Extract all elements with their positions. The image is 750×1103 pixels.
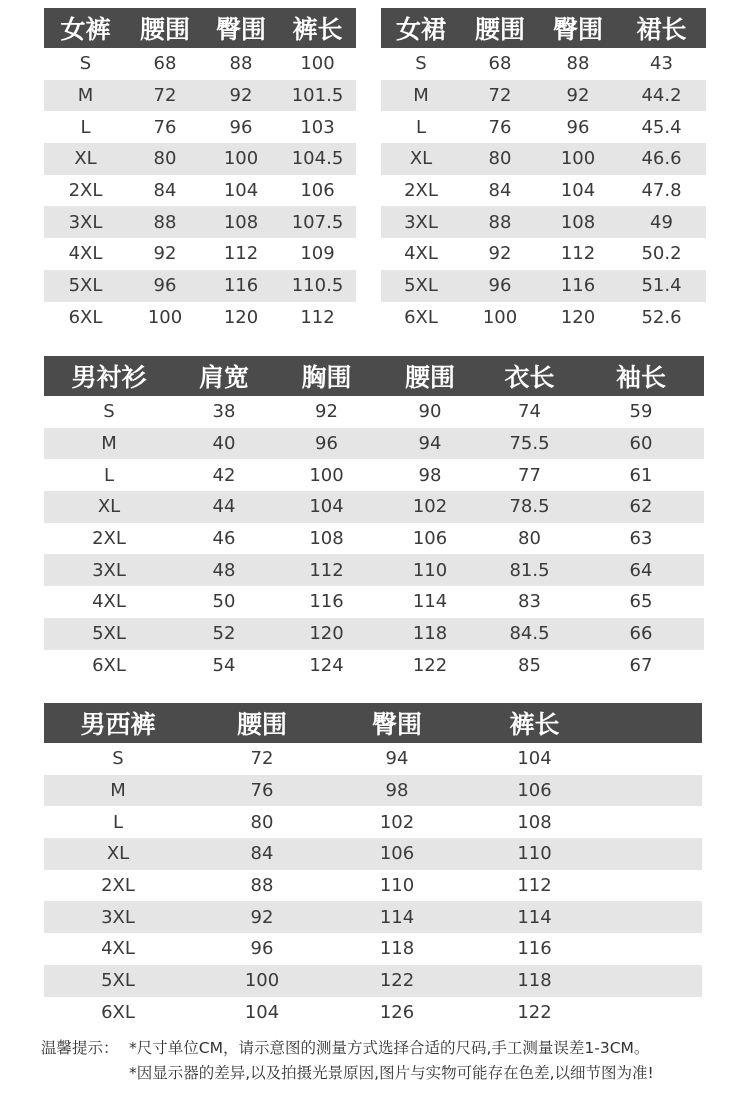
value-cell: 101.5 xyxy=(291,85,344,107)
table-row xyxy=(44,997,702,1029)
value-cell: 49 xyxy=(650,211,673,233)
value-cell: 100 xyxy=(300,53,335,75)
size-cell: S xyxy=(103,401,115,423)
header-cell: 臀围 xyxy=(215,15,266,44)
value-cell: 116 xyxy=(560,275,596,297)
note-label: 温馨提示： xyxy=(41,1039,119,1057)
header-cell: 臀围 xyxy=(371,710,422,739)
value-cell: 43 xyxy=(650,53,673,75)
value-cell: 103 xyxy=(300,116,335,138)
value-cell: 48 xyxy=(212,559,236,581)
value-cell: 88 xyxy=(488,211,512,233)
value-cell: 112 xyxy=(300,306,335,328)
size-cell: M xyxy=(110,780,126,802)
value-cell: 106 xyxy=(300,180,335,202)
table-row xyxy=(44,523,704,555)
value-cell: 51.4 xyxy=(641,275,682,297)
value-cell: 104.5 xyxy=(291,148,344,170)
table-row xyxy=(381,143,706,175)
value-cell: 40 xyxy=(212,433,236,455)
table-row xyxy=(44,743,702,775)
value-cell: 107.5 xyxy=(291,211,344,233)
value-cell: 104 xyxy=(517,748,552,770)
value-cell: 47.8 xyxy=(641,180,682,202)
table-row xyxy=(381,80,706,112)
note-line-1 xyxy=(41,1036,654,1061)
header-cell: 腰围 xyxy=(236,710,287,739)
value-cell: 120 xyxy=(309,623,344,645)
value-cell: 108 xyxy=(309,528,344,550)
value-cell: 112 xyxy=(223,243,259,265)
header-cell: 裤长 xyxy=(292,15,343,44)
value-cell: 38 xyxy=(212,401,236,423)
value-cell: 100 xyxy=(309,464,344,486)
size-cell: 3XL xyxy=(404,211,438,233)
value-cell: 109 xyxy=(300,243,335,265)
table-row xyxy=(44,111,356,143)
size-cell: 5XL xyxy=(404,275,438,297)
value-cell: 110.5 xyxy=(291,275,344,297)
value-cell: 72 xyxy=(250,748,274,770)
value-cell: 64 xyxy=(629,559,653,581)
value-cell: 118 xyxy=(517,970,552,992)
table-row xyxy=(44,933,702,965)
size-cell: 4XL xyxy=(92,591,126,613)
value-cell: 124 xyxy=(309,654,344,676)
value-cell: 80 xyxy=(518,528,541,550)
value-cell: 110 xyxy=(412,559,448,581)
size-cell: XL xyxy=(409,148,433,170)
size-cell: L xyxy=(80,116,91,138)
value-cell: 63 xyxy=(629,528,653,550)
value-cell: 78.5 xyxy=(509,496,550,518)
value-cell: 88 xyxy=(566,53,590,75)
value-cell: 116 xyxy=(309,591,344,613)
size-cell: 6XL xyxy=(68,306,103,328)
value-cell: 76 xyxy=(250,780,274,802)
table-row xyxy=(381,206,706,238)
size-cell: M xyxy=(413,85,429,107)
value-cell: 102 xyxy=(379,811,415,833)
header-cell: 衣长 xyxy=(504,363,555,392)
value-cell: 104 xyxy=(309,496,344,518)
table-header xyxy=(44,8,356,48)
value-cell: 106 xyxy=(379,843,415,865)
table-row xyxy=(44,80,356,112)
value-cell: 108 xyxy=(223,211,259,233)
value-cell: 96 xyxy=(250,938,274,960)
value-cell: 94 xyxy=(418,433,442,455)
table-row xyxy=(381,270,706,302)
value-cell: 114 xyxy=(412,591,448,613)
mens-shirt-size-table xyxy=(44,356,704,681)
table-row xyxy=(44,870,702,902)
size-cell: XL xyxy=(106,843,130,865)
value-cell: 126 xyxy=(379,1001,415,1023)
value-cell: 92 xyxy=(229,85,253,107)
value-cell: 80 xyxy=(250,811,274,833)
value-cell: 83 xyxy=(518,591,541,613)
value-cell: 116 xyxy=(223,275,259,297)
header-cell: 女裙 xyxy=(395,15,446,44)
table-row xyxy=(44,270,356,302)
value-cell: 122 xyxy=(517,1001,552,1023)
value-cell: 85 xyxy=(518,654,541,676)
value-cell: 96 xyxy=(566,116,590,138)
value-cell: 100 xyxy=(244,970,280,992)
value-cell: 104 xyxy=(560,180,596,202)
value-cell: 66 xyxy=(629,623,653,645)
value-cell: 76 xyxy=(488,116,512,138)
size-cell: 5XL xyxy=(92,623,126,645)
size-cell: 3XL xyxy=(92,559,126,581)
value-cell: 100 xyxy=(223,148,259,170)
value-cell: 98 xyxy=(385,780,409,802)
value-cell: 100 xyxy=(482,306,518,328)
table-row xyxy=(381,238,706,270)
header-cell: 裙长 xyxy=(636,15,687,44)
value-cell: 88 xyxy=(229,53,253,75)
value-cell: 110 xyxy=(517,843,552,865)
value-cell: 44 xyxy=(212,496,236,518)
table-row xyxy=(381,175,706,207)
value-cell: 46 xyxy=(212,528,236,550)
table-row xyxy=(44,459,704,491)
header-cell: 腰围 xyxy=(139,15,190,44)
size-cell: 2XL xyxy=(68,180,103,202)
table-row xyxy=(44,48,356,80)
table-row xyxy=(44,965,702,997)
value-cell: 112 xyxy=(560,243,596,265)
value-cell: 94 xyxy=(385,748,409,770)
womens-skirt-size-table xyxy=(381,8,706,333)
table-row xyxy=(44,586,704,618)
value-cell: 96 xyxy=(488,275,512,297)
value-cell: 80 xyxy=(153,148,177,170)
value-cell: 108 xyxy=(560,211,596,233)
value-cell: 104 xyxy=(223,180,259,202)
header-cell: 裤长 xyxy=(509,710,560,739)
table-row xyxy=(44,428,704,460)
size-cell: L xyxy=(112,811,124,833)
value-cell: 122 xyxy=(412,654,448,676)
value-cell: 96 xyxy=(229,116,253,138)
header-cell: 胸围 xyxy=(301,363,352,392)
value-cell: 114 xyxy=(379,906,415,928)
table-row xyxy=(44,838,702,870)
value-cell: 75.5 xyxy=(509,433,550,455)
value-cell: 59 xyxy=(629,401,653,423)
size-cell: XL xyxy=(74,148,97,170)
value-cell: 46.6 xyxy=(641,148,682,170)
size-cell: S xyxy=(112,748,124,770)
header-cell: 腰围 xyxy=(404,363,455,392)
value-cell: 116 xyxy=(517,938,552,960)
value-cell: 42 xyxy=(212,464,236,486)
table-row xyxy=(44,206,356,238)
table-row xyxy=(44,775,702,807)
value-cell: 84 xyxy=(250,843,274,865)
value-cell: 100 xyxy=(560,148,596,170)
table-row xyxy=(44,491,704,523)
table-row xyxy=(44,238,356,270)
table-header xyxy=(44,356,704,396)
value-cell: 80 xyxy=(488,148,512,170)
size-cell: 4XL xyxy=(68,243,103,265)
value-cell: 65 xyxy=(629,591,653,613)
value-cell: 122 xyxy=(379,970,415,992)
value-cell: 88 xyxy=(153,211,177,233)
value-cell: 112 xyxy=(517,875,552,897)
value-cell: 92 xyxy=(488,243,512,265)
size-cell: S xyxy=(415,53,427,75)
size-cell: M xyxy=(77,85,94,107)
table-row xyxy=(44,806,702,838)
value-cell: 68 xyxy=(153,53,177,75)
value-cell: 118 xyxy=(412,623,448,645)
size-cell: 2XL xyxy=(404,180,438,202)
header-cell: 袖长 xyxy=(615,363,666,392)
header-cell: 男衬衫 xyxy=(71,363,147,392)
value-cell: 114 xyxy=(517,906,552,928)
header-cell: 臀围 xyxy=(552,15,603,44)
value-cell: 61 xyxy=(629,464,653,486)
value-cell: 104 xyxy=(244,1001,280,1023)
table-row xyxy=(44,554,704,586)
womens-pants-size-table xyxy=(44,8,356,333)
value-cell: 84 xyxy=(153,180,177,202)
table-row xyxy=(44,650,704,682)
value-cell: 84 xyxy=(488,180,512,202)
size-cell: 2XL xyxy=(101,875,135,897)
table-row xyxy=(44,618,704,650)
table-row xyxy=(381,302,706,334)
header-cell: 肩宽 xyxy=(198,363,249,392)
value-cell: 118 xyxy=(379,938,415,960)
value-cell: 96 xyxy=(153,275,177,297)
value-cell: 52.6 xyxy=(641,306,682,328)
table-header xyxy=(381,8,706,48)
value-cell: 92 xyxy=(315,401,338,423)
note-text-1: *尺寸单位CM，请示意图的测量方式选择合适的尺码,手工测量误差1-3CM。 xyxy=(129,1039,650,1057)
value-cell: 110 xyxy=(379,875,415,897)
value-cell: 102 xyxy=(412,496,448,518)
size-cell: 6XL xyxy=(101,1001,135,1023)
size-cell: M xyxy=(101,433,117,455)
table-row xyxy=(44,143,356,175)
value-cell: 67 xyxy=(629,654,653,676)
value-cell: 60 xyxy=(629,433,653,455)
size-cell: 6XL xyxy=(92,654,126,676)
value-cell: 96 xyxy=(315,433,338,455)
size-cell: 3XL xyxy=(68,211,103,233)
value-cell: 88 xyxy=(250,875,274,897)
value-cell: 52 xyxy=(212,623,236,645)
mens-trousers-size-table xyxy=(44,703,702,1028)
value-cell: 92 xyxy=(566,85,590,107)
table-row xyxy=(44,901,702,933)
size-cell: 5XL xyxy=(101,970,135,992)
value-cell: 106 xyxy=(517,780,552,802)
size-cell: L xyxy=(103,464,115,486)
size-cell: 2XL xyxy=(92,528,126,550)
value-cell: 72 xyxy=(153,85,177,107)
value-cell: 112 xyxy=(309,559,344,581)
value-cell: 108 xyxy=(517,811,552,833)
header-cell: 女裤 xyxy=(60,15,111,44)
value-cell: 76 xyxy=(153,116,177,138)
value-cell: 74 xyxy=(518,401,541,423)
value-cell: 50.2 xyxy=(641,243,682,265)
table-row xyxy=(44,396,704,428)
size-cell: L xyxy=(415,116,427,138)
value-cell: 84.5 xyxy=(509,623,550,645)
size-notes xyxy=(41,1036,654,1086)
value-cell: 98 xyxy=(418,464,442,486)
value-cell: 54 xyxy=(212,654,236,676)
header-cell: 男西裤 xyxy=(80,710,156,739)
value-cell: 62 xyxy=(629,496,653,518)
value-cell: 72 xyxy=(488,85,512,107)
value-cell: 68 xyxy=(488,53,512,75)
value-cell: 81.5 xyxy=(509,559,550,581)
size-cell: 6XL xyxy=(404,306,438,328)
value-cell: 90 xyxy=(418,401,442,423)
note-text-2: *因显示器的差异,以及拍摄光景原因,图片与实物可能存在色差,以细节图为准! xyxy=(129,1064,654,1082)
size-cell: 3XL xyxy=(101,906,135,928)
value-cell: 100 xyxy=(147,306,183,328)
size-cell: 5XL xyxy=(68,275,103,297)
size-cell: 4XL xyxy=(404,243,438,265)
value-cell: 44.2 xyxy=(641,85,682,107)
table-row xyxy=(381,48,706,80)
header-cell: 腰围 xyxy=(474,15,525,44)
value-cell: 92 xyxy=(153,243,177,265)
value-cell: 120 xyxy=(560,306,596,328)
value-cell: 45.4 xyxy=(641,116,682,138)
value-cell: 120 xyxy=(223,306,259,328)
size-cell: 4XL xyxy=(101,938,135,960)
table-row xyxy=(44,175,356,207)
value-cell: 50 xyxy=(212,591,236,613)
table-header xyxy=(44,703,702,743)
note-line-2 xyxy=(41,1061,654,1086)
table-row xyxy=(381,111,706,143)
size-cell: S xyxy=(79,53,92,75)
table-row xyxy=(44,302,356,334)
value-cell: 77 xyxy=(518,464,541,486)
value-cell: 106 xyxy=(412,528,448,550)
size-cell: XL xyxy=(97,496,121,518)
value-cell: 92 xyxy=(250,906,274,928)
